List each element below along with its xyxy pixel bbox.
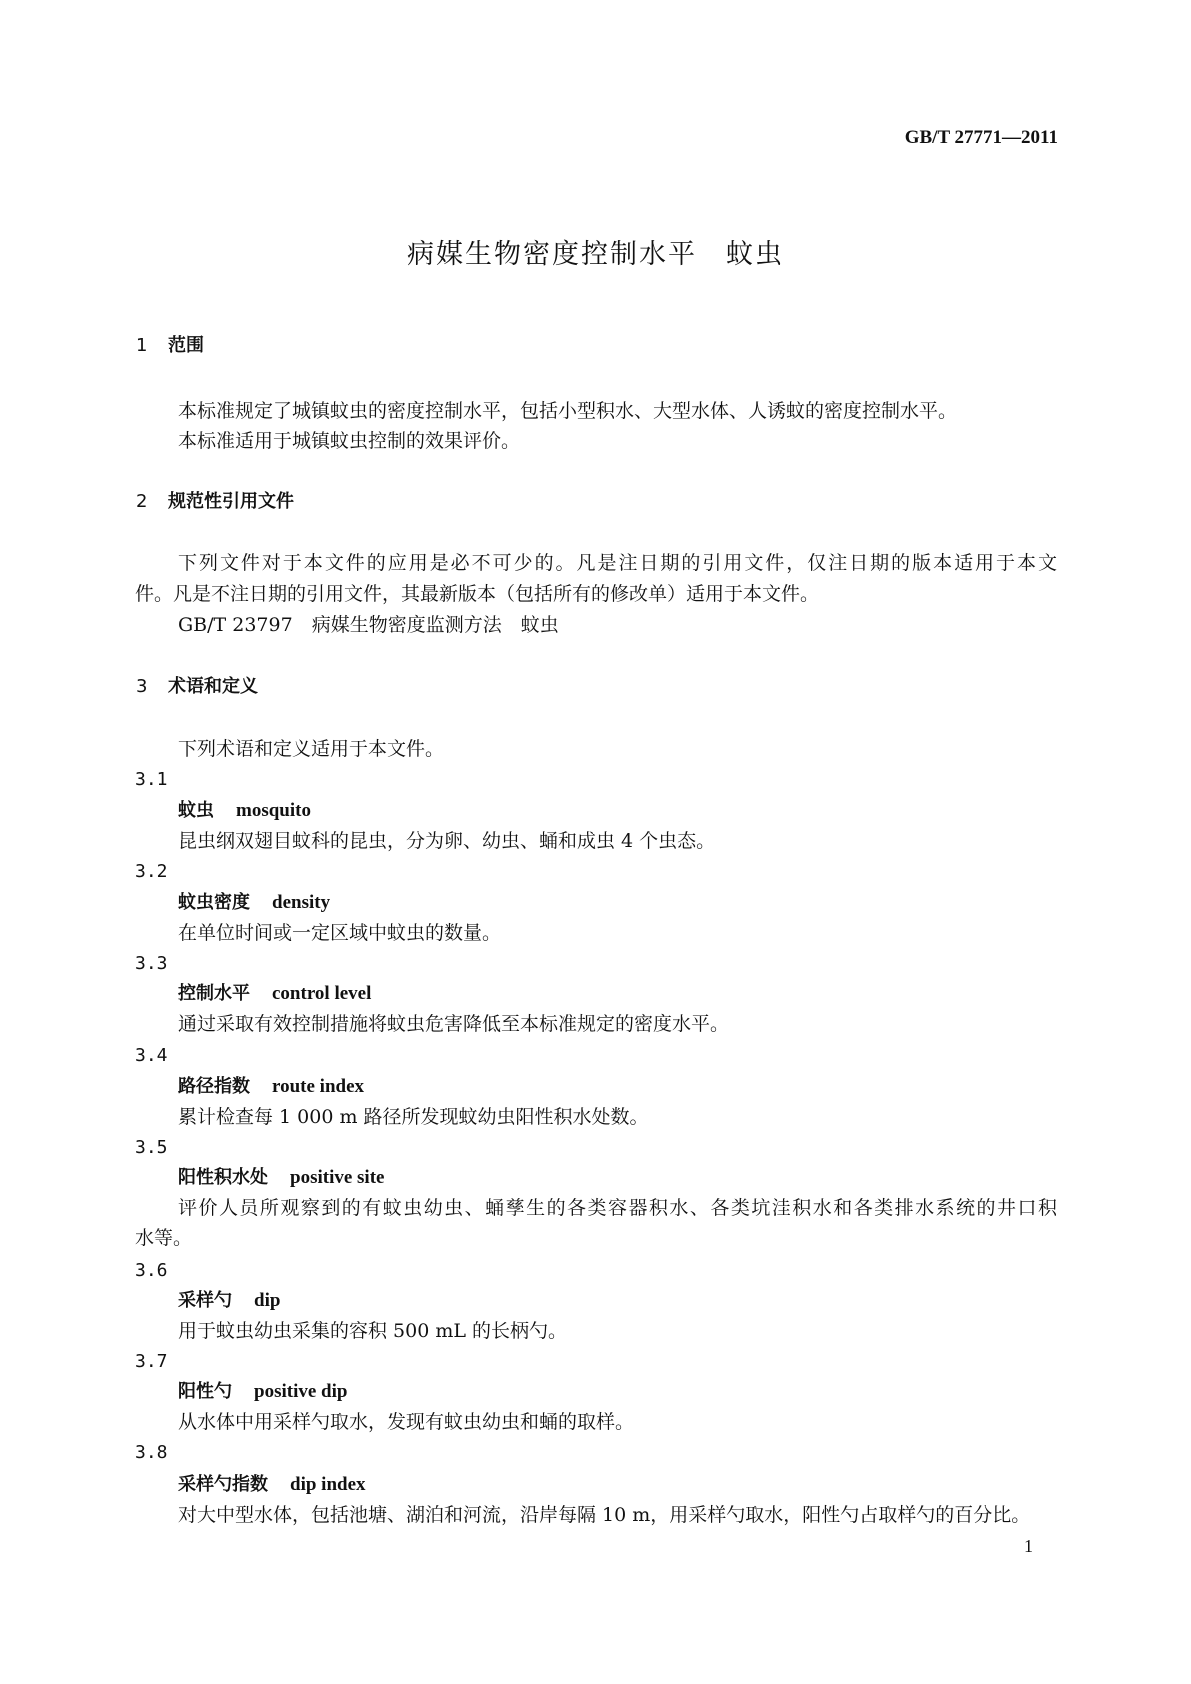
paragraph-line: GB/T 23797 病媒生物密度监测方法 蚊虫 <box>178 614 559 636</box>
term-en: positive site <box>290 1167 385 1188</box>
term-zh: 阳性积水处 <box>178 1167 268 1188</box>
clause-number: 3.7 <box>135 1351 168 1372</box>
section-title: 规范性引用文件 <box>168 491 294 512</box>
term-entry <box>178 1381 347 1403</box>
clause-number: 3.5 <box>135 1137 168 1158</box>
term-en: positive dip <box>254 1381 348 1402</box>
term-entry <box>178 1167 384 1189</box>
paragraph-line: 水等。 <box>135 1227 193 1249</box>
term-en: dip index <box>290 1474 366 1495</box>
term-entry <box>178 1474 366 1496</box>
document-title: 病媒生物密度控制水平 蚊虫 <box>407 239 784 270</box>
paragraph-line: 本标准规定了城镇蚊虫的密度控制水平，包括小型积水、大型水体、人诱蚊的密度控制水平。 <box>178 400 958 422</box>
paragraph-line: 对大中型水体，包括池塘、湖泊和河流，沿岸每隔 10 m，用采样勺取水，阳性勺占取样勺的百分比。 <box>178 1504 1031 1526</box>
term-entry <box>178 800 311 822</box>
term-entry <box>178 892 330 914</box>
section-number: 1 <box>136 335 148 356</box>
term-zh: 阳性勺 <box>178 1381 232 1402</box>
term-zh: 蚊虫密度 <box>178 892 250 913</box>
term-zh: 蚊虫 <box>178 800 214 821</box>
paragraph-line: 昆虫纲双翅目蚊科的昆虫，分为卵、幼虫、蛹和成虫 4 个虫态。 <box>178 830 716 852</box>
paragraph-line: 通过采取有效控制措施将蚊虫危害降低至本标准规定的密度水平。 <box>178 1013 730 1035</box>
section-number: 2 <box>136 491 148 512</box>
paragraph-line: 评价人员所观察到的有蚊虫幼虫、蛹孳生的各类容器积水、各类坑洼积水和各类排水系统的井口积 <box>178 1197 1057 1219</box>
term-zh: 路径指数 <box>178 1076 250 1097</box>
paragraph-line: 下列文件对于本文件的应用是必不可少的。凡是注日期的引用文件，仅注日期的版本适用于本文 <box>178 552 1057 574</box>
paragraph-line: 下列术语和定义适用于本文件。 <box>178 738 445 760</box>
clause-number: 3.1 <box>135 769 168 790</box>
clause-number: 3.3 <box>135 953 168 974</box>
section-title: 范围 <box>168 335 204 356</box>
term-en: route index <box>272 1076 365 1097</box>
section-title: 术语和定义 <box>168 676 258 697</box>
clause-number: 3.8 <box>135 1442 168 1463</box>
term-entry <box>178 1290 280 1312</box>
clause-number: 3.6 <box>135 1260 168 1281</box>
paragraph-line: 从水体中用采样勺取水，发现有蚊虫幼虫和蛹的取样。 <box>178 1411 635 1433</box>
term-en: control level <box>272 983 372 1004</box>
term-zh: 采样勺 <box>178 1290 232 1311</box>
clause-number: 3.2 <box>135 861 168 882</box>
paragraph-line: 在单位时间或一定区域中蚊虫的数量。 <box>178 922 502 944</box>
term-en: mosquito <box>236 800 311 821</box>
clause-number: 3.4 <box>135 1045 168 1066</box>
paragraph-line: 本标准适用于城镇蚊虫控制的效果评价。 <box>178 430 521 452</box>
paragraph-line: 累计检查每 1 000 m 路径所发现蚊幼虫阳性积水处数。 <box>178 1106 649 1128</box>
section-number: 3 <box>136 676 148 697</box>
term-zh: 采样勺指数 <box>178 1474 268 1495</box>
term-entry <box>178 1076 364 1098</box>
term-en: dip <box>254 1290 281 1311</box>
section-heading <box>136 491 294 513</box>
paragraph-line: 用于蚊虫幼虫采集的容积 500 mL 的长柄勺。 <box>178 1320 568 1342</box>
standard-number: GB/T 27771—2011 <box>904 127 1058 148</box>
paragraph-line: 件。凡是不注日期的引用文件，其最新版本（包括所有的修改单）适用于本文件。 <box>135 583 820 605</box>
section-heading <box>136 335 204 357</box>
term-zh: 控制水平 <box>178 983 250 1004</box>
term-entry <box>178 983 371 1005</box>
term-en: density <box>272 892 331 913</box>
page-number: 1 <box>1024 1536 1033 1556</box>
section-heading <box>136 676 258 698</box>
